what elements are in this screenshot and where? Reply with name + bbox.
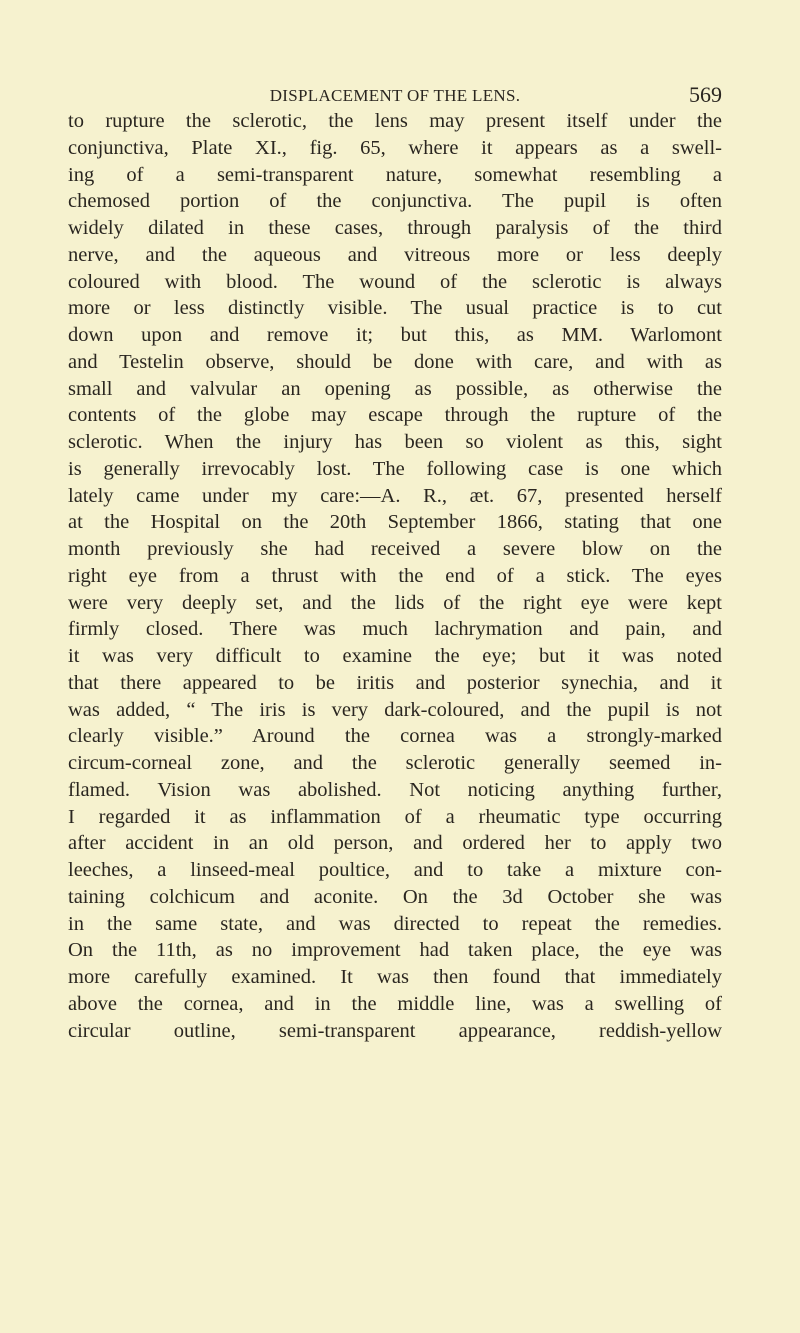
text-line: nerve, and the aqueous and vitreous more or less deeply <box>68 243 722 266</box>
text-line: was added, “ The iris is very dark-coloured, and the pupil is not <box>68 698 722 721</box>
text-line: On the 11th, as no improvement had taken place, the eye was <box>68 939 722 962</box>
page-number: 569 <box>689 82 722 107</box>
text-line: firmly closed. There was much lachrymation and pain, and <box>68 618 722 641</box>
text-line: taining colchicum and aconite. On the 3d October she was <box>68 885 722 908</box>
text-line: small and valvular an opening as possible, as otherwise the <box>68 377 722 400</box>
text-line: to rupture the sclerotic, the lens may present itself under the <box>68 110 722 132</box>
running-title: DISPLACEMENT OF THE LENS. <box>269 86 521 105</box>
text-line: I regarded it as inflammation of a rheumatic type occurring <box>68 805 722 828</box>
text-line: month previously she had received a severe blow on the <box>68 538 722 560</box>
text-line: lately came under my care:—A. R., æt. 67, presented herself <box>68 484 722 507</box>
text-line: sclerotic. When the injury has been so violent as this, sight <box>68 431 722 453</box>
text-line: after accident in an old person, and ordered her to apply two <box>68 832 722 855</box>
text-line: chemosed portion of the conjunctiva. The pupil is often <box>68 190 722 213</box>
text-line: is generally irrevocably lost. The following case is one which <box>68 457 722 480</box>
text-line: leeches, a linseed-meal poultice, and to take a mixture con- <box>68 859 722 881</box>
body-text <box>68 108 722 1044</box>
text-line: circular outline, semi-transparent appearance, reddish-yellow <box>68 1019 722 1042</box>
text-line: it was very difficult to examine the eye; but it was noted <box>68 645 722 667</box>
text-line: contents of the globe may escape through the rupture of the <box>68 404 722 427</box>
page-header <box>68 82 722 108</box>
text-line: conjunctiva, Plate XI., fig. 65, where it appears as a swell- <box>68 136 722 159</box>
text-line: right eye from a thrust with the end of a stick. The eyes <box>68 564 722 587</box>
text-line: circum-corneal zone, and the sclerotic generally seemed in- <box>68 752 722 774</box>
text-line: and Testelin observe, should be done with care, and with as <box>68 350 722 373</box>
text-line: down upon and remove it; but this, as MM. Warlomont <box>68 324 722 346</box>
text-line: more carefully examined. It was then found that immediately <box>68 966 722 988</box>
text-line: were very deeply set, and the lids of the right eye were kept <box>68 591 722 614</box>
text-line: clearly visible.” Around the cornea was a strongly-marked <box>68 725 722 748</box>
text-line: coloured with blood. The wound of the sclerotic is always <box>68 270 722 293</box>
text-line: that there appeared to be iritis and posterior synechia, and it <box>68 671 722 694</box>
text-line: flamed. Vision was abolished. Not noticing anything further, <box>68 778 722 801</box>
text-line: above the cornea, and in the middle line, was a swelling of <box>68 992 722 1015</box>
text-line: more or less distinctly visible. The usual practice is to cut <box>68 297 722 320</box>
text-line: in the same state, and was directed to repeat the remedies. <box>68 912 722 935</box>
text-line: at the Hospital on the 20th September 1866, stating that one <box>68 511 722 534</box>
text-line: widely dilated in these cases, through paralysis of the third <box>68 217 722 239</box>
text-line: ing of a semi-transparent nature, somewhat resembling a <box>68 163 722 186</box>
